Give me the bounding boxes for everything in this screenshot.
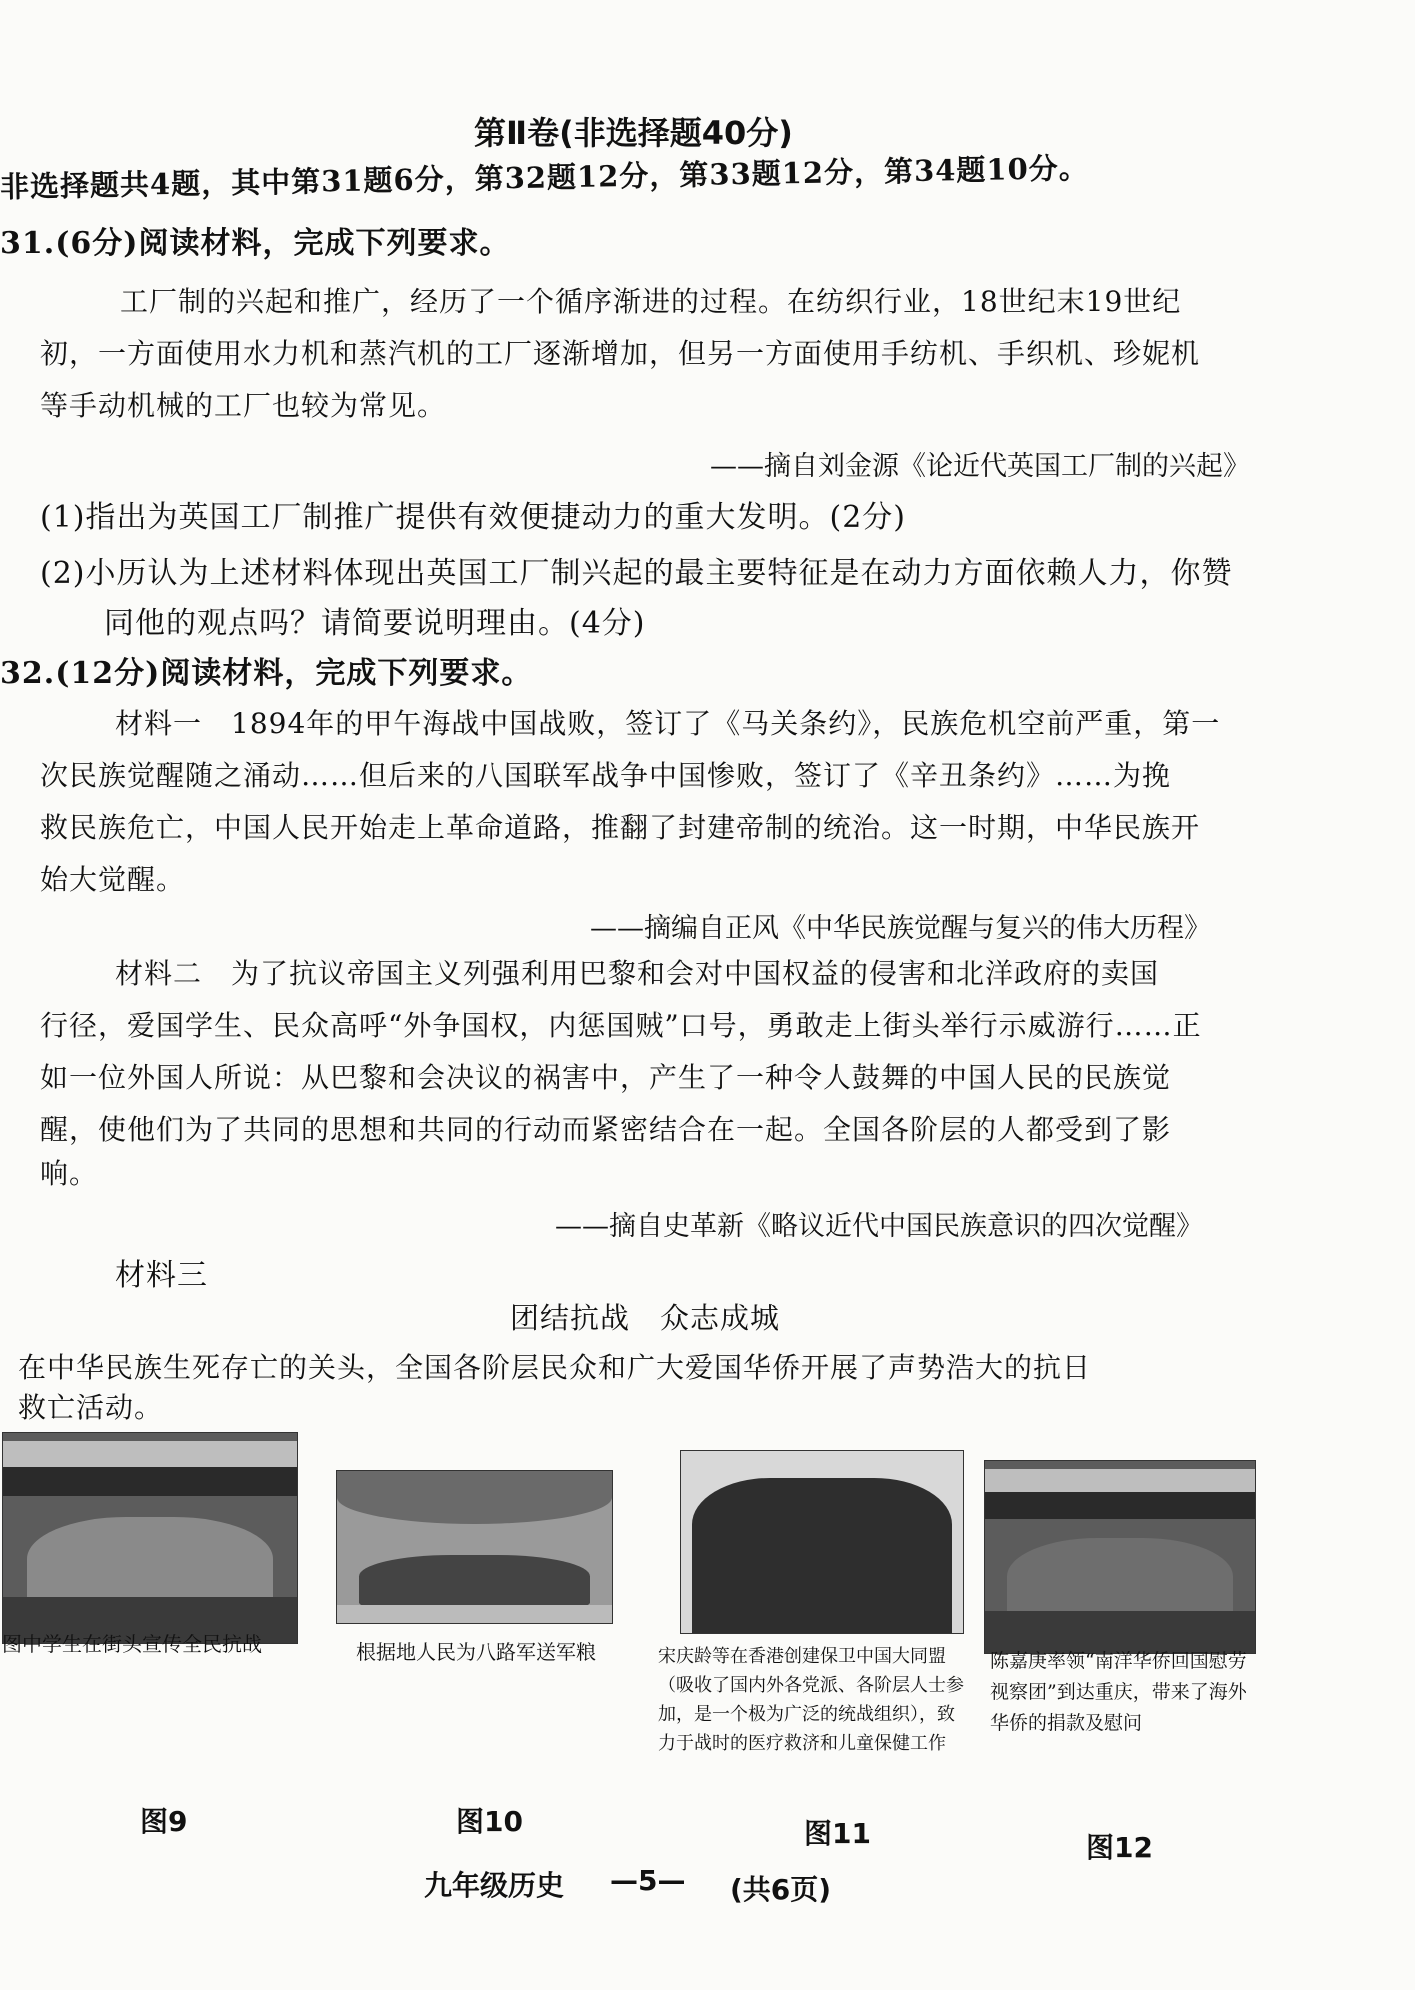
figure-11-caption: 宋庆龄等在香港创建保卫中国大同盟（吸收了国内外各党派、各阶层人士参加，是一个极为广泛的统战组织），致力于战时的医疗救济和儿童保健工作 [658,1646,964,1754]
q32-material-2-source: ——摘自史革新《略议近代中国民族意识的四次觉醒》 [555,1211,1203,1242]
q31-material-line-3: 等手动机械的工厂也较为常见。 [40,389,447,422]
q31-material-line-2: 初，一方面使用水力机和蒸汽机的工厂逐渐增加，但另一方面使用手纺机、手织机、珍妮机 [40,337,1201,370]
q32-material-1-line-3: 救民族危亡，中国人民开始走上革命道路，推翻了封建帝制的统治。这一时期，中华民族开 [40,811,1201,844]
figure-11-label: 图11 [804,1817,871,1850]
q31-source: ——摘自刘金源《论近代英国工厂制的兴起》 [710,451,1250,482]
figure-10-photo [336,1470,613,1624]
q32-material-2-line-4: 醒，使他们为了共同的思想和共同的行动而紧密结合在一起。全国各阶层的人都受到了影 [40,1113,1172,1146]
q32-material-2-line-3: 如一位外国人所说：从巴黎和会决议的祸害中，产生了一种令人鼓舞的中国人民的民族觉 [40,1061,1172,1094]
q32-heading: 32.(12分)阅读材料，完成下列要求。 [0,656,533,691]
figure-12-label: 图12 [1086,1831,1153,1864]
figure-9-caption: 图中学生在街头宣传全民抗战 [2,1632,262,1656]
q31-sub-question-2-line-1: (2)小历认为上述材料体现出英国工厂制兴起的最主要特征是在动力方面依赖人力，你赞 [40,556,1233,591]
q32-material-3-text-line-1: 在中华民族生死存亡的关头，全国各阶层民众和广大爱国华侨开展了声势浩大的抗日 [18,1351,1092,1384]
section-title: 第Ⅱ卷(非选择题40分) [474,114,793,152]
figure-10-label: 图10 [456,1805,523,1838]
q32-material-1-source: ——摘编自正风《中华民族觉醒与复兴的伟大历程》 [590,913,1211,944]
q32-material-1-line-1: 材料一 1894年的甲午海战中国战败，签订了《马关条约》，民族危机空前严重，第一 [115,707,1221,740]
q32-material-1-line-4: 始大觉醒。 [40,863,186,896]
section-intro: 非选择题共4题，其中第31题6分，第32题12分，第33题12分，第34题10分。 [0,150,1090,204]
q32-material-3-label: 材料三 [115,1258,208,1293]
q31-heading: 31.(6分)阅读材料，完成下列要求。 [0,226,511,261]
q32-material-2-line-2: 行径，爱国学生、民众高呼“外争国权，内惩国贼”口号，勇敢走上街头举行示威游行……正 [40,1009,1202,1042]
footer-subject: 九年级历史 [424,1869,565,1902]
q32-material-3-text-line-2: 救亡活动。 [18,1391,164,1424]
q32-material-1-line-2: 次民族觉醒随之涌动……但后来的八国联军战争中国惨败，签订了《辛丑条约》……为挽 [40,759,1172,792]
figure-10-caption: 根据地人民为八路军送军粮 [356,1640,596,1664]
q31-sub-question-2-line-2: 同他的观点吗？请简要说明理由。(4分) [104,606,646,641]
q31-material-line-1: 工厂制的兴起和推广，经历了一个循序渐进的过程。在纺织行业，18世纪末19世纪 [120,285,1182,318]
figure-9-label: 图9 [140,1805,188,1838]
q31-sub-question-1: (1)指出为英国工厂制推广提供有效便捷动力的重大发明。(2分) [40,500,906,535]
footer-page-number: —5— [610,1864,686,1897]
figure-12-photo [984,1460,1256,1654]
q32-material-2-line-5: 响。 [40,1157,99,1190]
figure-9-photo [2,1432,298,1644]
q32-material-2-line-1: 材料二 为了抗议帝国主义列强利用巴黎和会对中国权益的侵害和北洋政府的卖国 [115,957,1160,990]
footer-total-pages: (共6页) [730,1873,832,1906]
figure-12-caption: 陈嘉庚率领“南洋华侨回国慰劳视察团”到达重庆，带来了海外华侨的捐款及慰问 [990,1650,1247,1734]
figure-11-photo [680,1450,964,1634]
q32-material-3-title: 团结抗战 众志成城 [510,1301,781,1335]
